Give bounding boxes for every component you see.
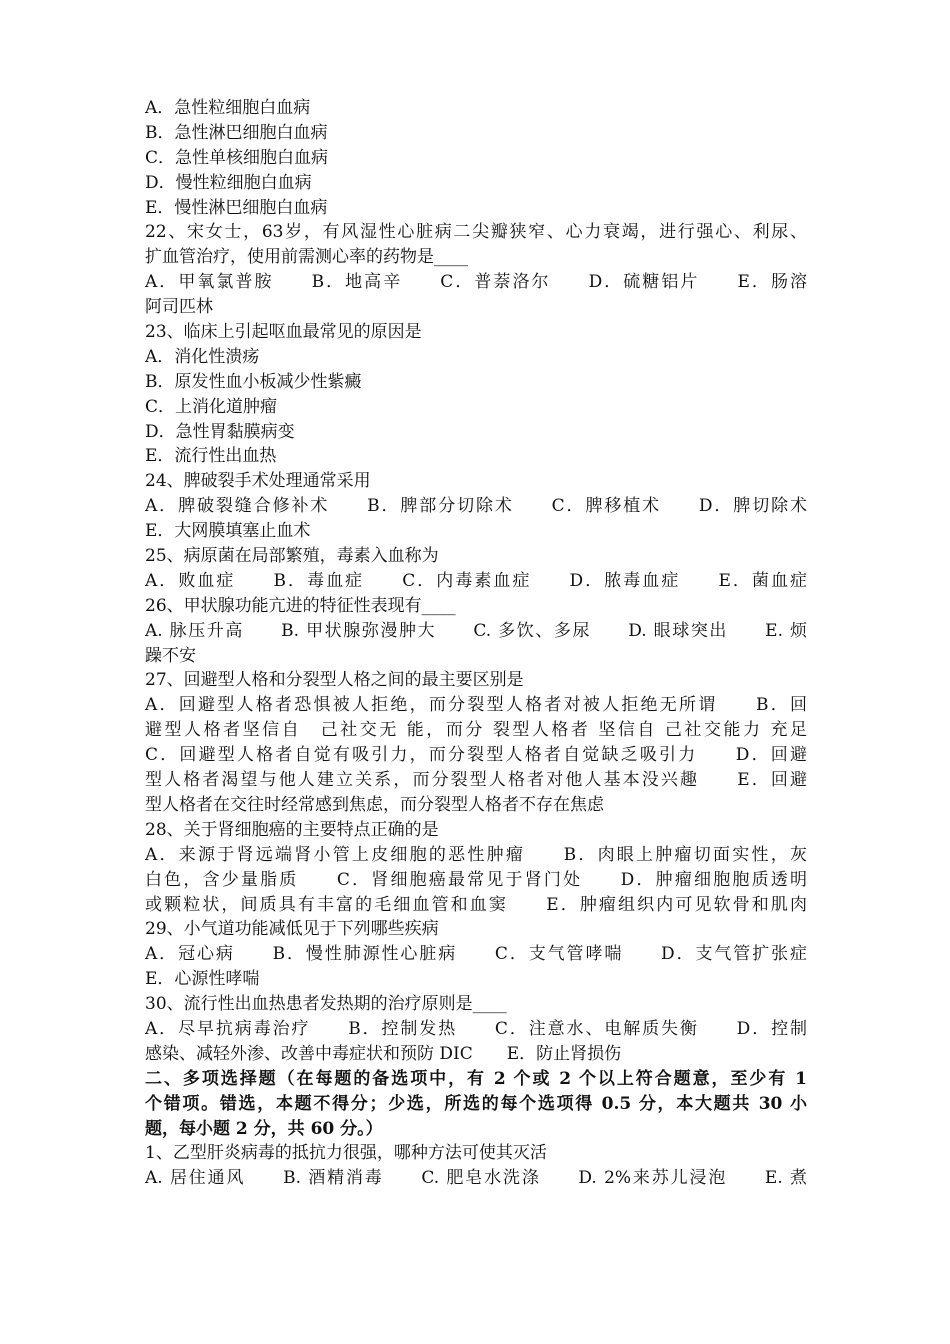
text-line: 个错项。错选，本题不得分；少选，所选的每个选项得 0.5 分，本大题共 30 小 (145, 1093, 807, 1114)
text-line: 避型人格者坚信自 己社交无 能，而分 裂型人格者 坚信自 己社交能力 充足 (145, 720, 807, 741)
text-line: A．急性粒细胞白血病 (145, 98, 311, 118)
text-line: 1、乙型肝炎病毒的抵抗力很强，哪种方法可使其灭活 (145, 1143, 547, 1164)
text-line: 白色，含少量脂质 C．肾细胞癌最常见于肾门处 D．肿瘤细胞胞质透明 (145, 869, 807, 890)
text-line: 扩血管治疗，使用前需测心率的药物是____ (145, 247, 468, 268)
text-line: E．心源性哮喘 (145, 969, 260, 990)
text-line: B．急性淋巴细胞白血病 (145, 122, 328, 143)
text-line: 25、病原菌在局部繁殖，毒素入血称为 (145, 546, 439, 567)
text-line: A. 居住通风 B. 酒精消毒 C. 肥皂水洗涤 D. 2%来苏儿浸泡 E. 煮 (145, 1168, 807, 1189)
text-line: 题，每小题 2 分，共 60 分。） (145, 1118, 383, 1139)
text-line: 型人格者渴望与他人建立关系，而分裂型人格者对他人基本没兴趣 E．回避 (145, 770, 807, 791)
text-line: A．消化性溃疡 (145, 346, 260, 367)
text-line: 或颗粒状，间质具有丰富的毛细血管和血窦 E．肿瘤组织内可见软骨和肌肉 (145, 894, 807, 915)
text-line: C．上消化道肿瘤 (145, 396, 278, 417)
text-line: 型人格者在交往时经常感到焦虑，而分裂型人格者不存在焦虑 (145, 794, 604, 815)
text-line: D．急性胃黏膜病变 (145, 421, 295, 442)
text-line: 23、临床上引起呕血最常见的原因是 (145, 322, 422, 343)
text-line: 躁不安 (145, 645, 196, 666)
text-line: A．败血症 B．毒血症 C．内毒素血症 D．脓毒血症 E．菌血症 (145, 570, 807, 591)
document-page (145, 96, 807, 1191)
text-line: A. 脉压升高 B. 甲状腺弥漫肿大 C. 多饮、多尿 D. 眼球突出 E. 烦 (145, 620, 807, 641)
text-line: A．甲氧氯普胺 B．地高辛 C．普萘洛尔 D．硫糖铝片 E．肠溶 (145, 272, 807, 293)
text-line: E．大网膜填塞止血术 (145, 521, 311, 542)
text-line: 26、甲状腺功能亢进的特征性表现有____ (145, 595, 456, 616)
text-line: A．脾破裂缝合修补术 B．脾部分切除术 C．脾移植术 D．脾切除术 (145, 496, 807, 517)
text-line: 24、脾破裂手术处理通常采用 (145, 471, 371, 492)
text-line: A．冠心病 B．慢性肺源性心脏病 C．支气管哮喘 D．支气管扩张症 (145, 944, 807, 965)
text-line: 29、小气道功能减低见于下列哪些疾病 (145, 919, 439, 940)
text-line: C．回避型人格者自觉有吸引力，而分裂型人格者自觉缺乏吸引力 D．回避 (145, 745, 807, 766)
text-line: 感染、减轻外渗、改善中毒症状和预防 DIC E．防止肾损伤 (145, 1043, 622, 1064)
text-line: 阿司匹林 (145, 297, 213, 318)
text-line: 27、回避型人格和分裂型人格之间的最主要区别是 (145, 670, 524, 691)
text-line: A．回避型人格者恐惧被人拒绝，而分裂型人格者对被人拒绝无所谓 B．回 (145, 695, 807, 716)
text-line: C．急性单核细胞白血病 (145, 147, 329, 168)
text-line: 30、流行性出血热患者发热期的治疗原则是____ (145, 994, 507, 1015)
text-line: E．慢性淋巴细胞白血病 (145, 197, 328, 218)
text-line: 28、关于肾细胞癌的主要特点正确的是 (145, 819, 439, 840)
text-line: 二、多项选择题（在每题的备选项中，有 2 个或 2 个以上符合题意，至少有 1 (145, 1068, 807, 1089)
text-line: E．流行性出血热 (145, 446, 277, 467)
text-line: D．慢性粒细胞白血病 (145, 172, 312, 193)
text-line: A．来源于肾远端肾小管上皮细胞的恶性肿瘤 B．肉眼上肿瘤切面实性，灰 (145, 844, 807, 865)
text-line: 22、宋女士，63岁，有风湿性心脏病二尖瓣狭窄、心力衰竭，进行强心、利尿、 (145, 222, 807, 243)
text-line: B．原发性血小板减少性紫癜 (145, 371, 362, 392)
text-line: A．尽早抗病毒治疗 B．控制发热 C．注意水、电解质失衡 D．控制 (145, 1018, 807, 1039)
